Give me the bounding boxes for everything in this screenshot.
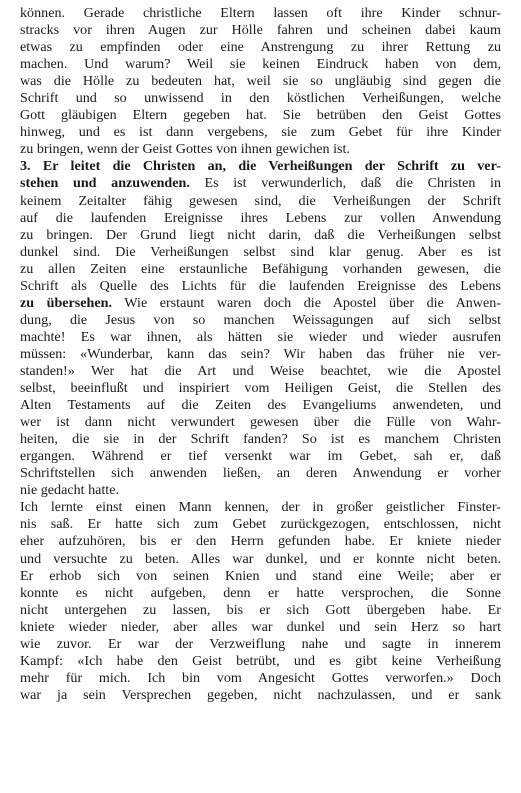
text-line — [20, 22, 501, 39]
line-text: nicht untergehen zu lassen, bis er sich Gott übergeben habe. Er — [20, 601, 501, 618]
line-text: Er erhob sich von seinen Knien und stand eine Weile; aber er — [20, 567, 501, 584]
bold-heading-text: 3. Er leitet die Christen an, die Verheißungen der Schrift zu ver- — [20, 158, 501, 175]
text-line — [20, 602, 501, 619]
text-line — [20, 5, 501, 22]
text-line — [20, 482, 501, 499]
text-line — [20, 585, 501, 602]
text-line — [20, 465, 501, 482]
text-line — [20, 244, 501, 261]
text-line — [20, 158, 501, 175]
line-text: Wie erstaunt waren doch die Apostel über die Anwen- — [112, 294, 501, 311]
text-line — [20, 516, 501, 533]
text-line — [20, 499, 501, 516]
text-line — [20, 533, 501, 550]
line-text: können. Gerade christliche Eltern lassen oft ihre Kinder schnur- — [20, 5, 501, 21]
text-line — [20, 141, 501, 158]
text-line — [20, 175, 501, 192]
line-text: heiten, die sie in der Schrift fanden? So ist es manchem Christen — [20, 431, 501, 448]
bold-heading-text: zu übersehen. — [20, 294, 113, 311]
line-text: keinem Zeitalter fähig gewesen sind, die Verheißungen der Schrift — [20, 192, 501, 209]
text-line — [20, 568, 501, 585]
text-line — [20, 227, 501, 244]
text-line — [20, 551, 501, 568]
line-text: dunkel sind. Die Verheißungen selbst sind klar genug. Aber es ist — [20, 243, 501, 260]
line-text: ergangen. Während er tief versenkt war im Gebet, sah er, daß — [20, 448, 501, 465]
line-text: konnte es nicht aufgeben, denn er hatte versprochen, die Sonne — [20, 584, 501, 601]
line-text: Schrift als Quelle des Lichts für die laufenden Ereignisse des Lebens — [20, 277, 501, 294]
text-line — [20, 73, 501, 90]
line-text: Kampf: «Ich habe den Geist betrübt, und es gibt keine Verheißung — [20, 652, 501, 669]
line-text: eher aufzuhören, bis er den Herrn gefunden habe. Er kniete nieder — [20, 533, 501, 550]
text-line — [20, 397, 501, 414]
line-text: hinweg, und es ist dann vergebens, sie zum Gebet für ihre Kinder — [20, 124, 501, 141]
text-line — [20, 363, 501, 380]
line-text: selbst, beeinflußt und inspiriert vom Heiligen Geist, die Stellen des — [20, 380, 501, 397]
text-line — [20, 56, 501, 73]
line-text: zu bringen. Der Grund liegt nicht darin, daß die Verheißungen selbst — [20, 226, 501, 243]
line-text: nis saß. Er hatte sich zum Gebet zurückgezogen, entschlossen, nicht — [20, 516, 501, 533]
text-line — [20, 653, 501, 670]
paragraph-p1 — [20, 5, 501, 158]
body-text — [20, 5, 501, 704]
line-text: mehr für mich. Ich bin vom Angesicht Gottes verworfen.» Doch — [20, 669, 501, 686]
text-line — [20, 448, 501, 465]
line-text: wer ist dann nicht verwundert gewesen über die Fülle von Wahr- — [20, 414, 501, 431]
text-line — [20, 636, 501, 653]
text-line — [20, 210, 501, 227]
line-text: und versuchte zu beten. Alles war dunkel, und er konnte nicht beten. — [20, 550, 501, 567]
text-line — [20, 312, 501, 329]
line-text: machen. Und warum? Weil sie keinen Eindruck haben von dem, — [20, 56, 501, 73]
line-text: Es ist verwunderlich, daß die Christen in — [189, 175, 501, 192]
text-line — [20, 619, 501, 636]
text-line — [20, 329, 501, 346]
line-text: zu allen Zeiten eine erstaunliche Befähigung vorhanden gewesen, die — [20, 260, 501, 277]
line-text: Gott gläubigen Eltern gegeben hat. Sie betrüben den Geist Gottes — [20, 107, 501, 124]
line-text: wie zuvor. Er war der Verzweiflung nahe und sagte in innerem — [20, 635, 501, 652]
text-line — [20, 431, 501, 448]
line-text: etwas zu empfinden oder eine Anstrengung zu ihrer Rettung zu — [20, 39, 501, 56]
text-line — [20, 346, 501, 363]
line-text: machte! Es war ihnen, als hätten sie wieder und wieder ausrufen — [20, 328, 501, 345]
paragraph-p2 — [20, 158, 501, 499]
line-text: Schrift und so unwissend in den köstlichen Verheißungen, welche — [20, 90, 501, 107]
line-text: zu bringen, wenn der Geist Gottes von ihnen gewichen ist. — [20, 141, 350, 158]
text-line — [20, 414, 501, 431]
text-line — [20, 687, 501, 704]
text-line — [20, 107, 501, 124]
text-line — [20, 39, 501, 56]
line-text: stracks vor ihren Augen zur Hölle fahren und scheinen dabei kaum — [20, 22, 501, 39]
text-line — [20, 193, 501, 210]
text-line — [20, 90, 501, 107]
text-line — [20, 261, 501, 278]
line-text: Alten Testaments auf die Zeiten des Evangeliums anwendeten, und — [20, 397, 501, 414]
line-text: müssen: «Wunderbar, kann das sein? Wir haben das früher nie ver- — [20, 345, 501, 362]
line-text: war ja sein Versprechen gegeben, nicht nachzulassen, und er sank — [20, 686, 501, 703]
line-text: Schriftstellen sich anwenden ließen, an deren Anwendung er vorher — [20, 465, 501, 482]
bold-heading-text: stehen und anzuwenden. — [20, 175, 190, 192]
line-text: kniete wieder nieder, aber alles war dunkel und sein Herz so hart — [20, 618, 501, 635]
line-text: nie gedacht hatte. — [20, 482, 120, 499]
line-text: Ich lernte einst einen Mann kennen, der in großer geistlicher Finster- — [20, 499, 501, 516]
text-line — [20, 380, 501, 397]
text-line — [20, 295, 501, 312]
paragraph-p3 — [20, 499, 501, 704]
document-page — [20, 5, 501, 704]
line-text: dung, die Jesus von so manchen Weissagungen auf sich selbst — [20, 311, 501, 328]
text-line — [20, 670, 501, 687]
text-line — [20, 278, 501, 295]
text-line — [20, 124, 501, 141]
line-text: auf die laufenden Ereignisse ihres Lebens zur vollen Anwendung — [20, 209, 501, 226]
line-text: standen!» Wer hat die Art und Weise beachtet, wie die Apostel — [20, 362, 501, 379]
line-text: was die Hölle zu bedeuten hat, weil sie so ungläubig sind gegen die — [20, 73, 501, 90]
